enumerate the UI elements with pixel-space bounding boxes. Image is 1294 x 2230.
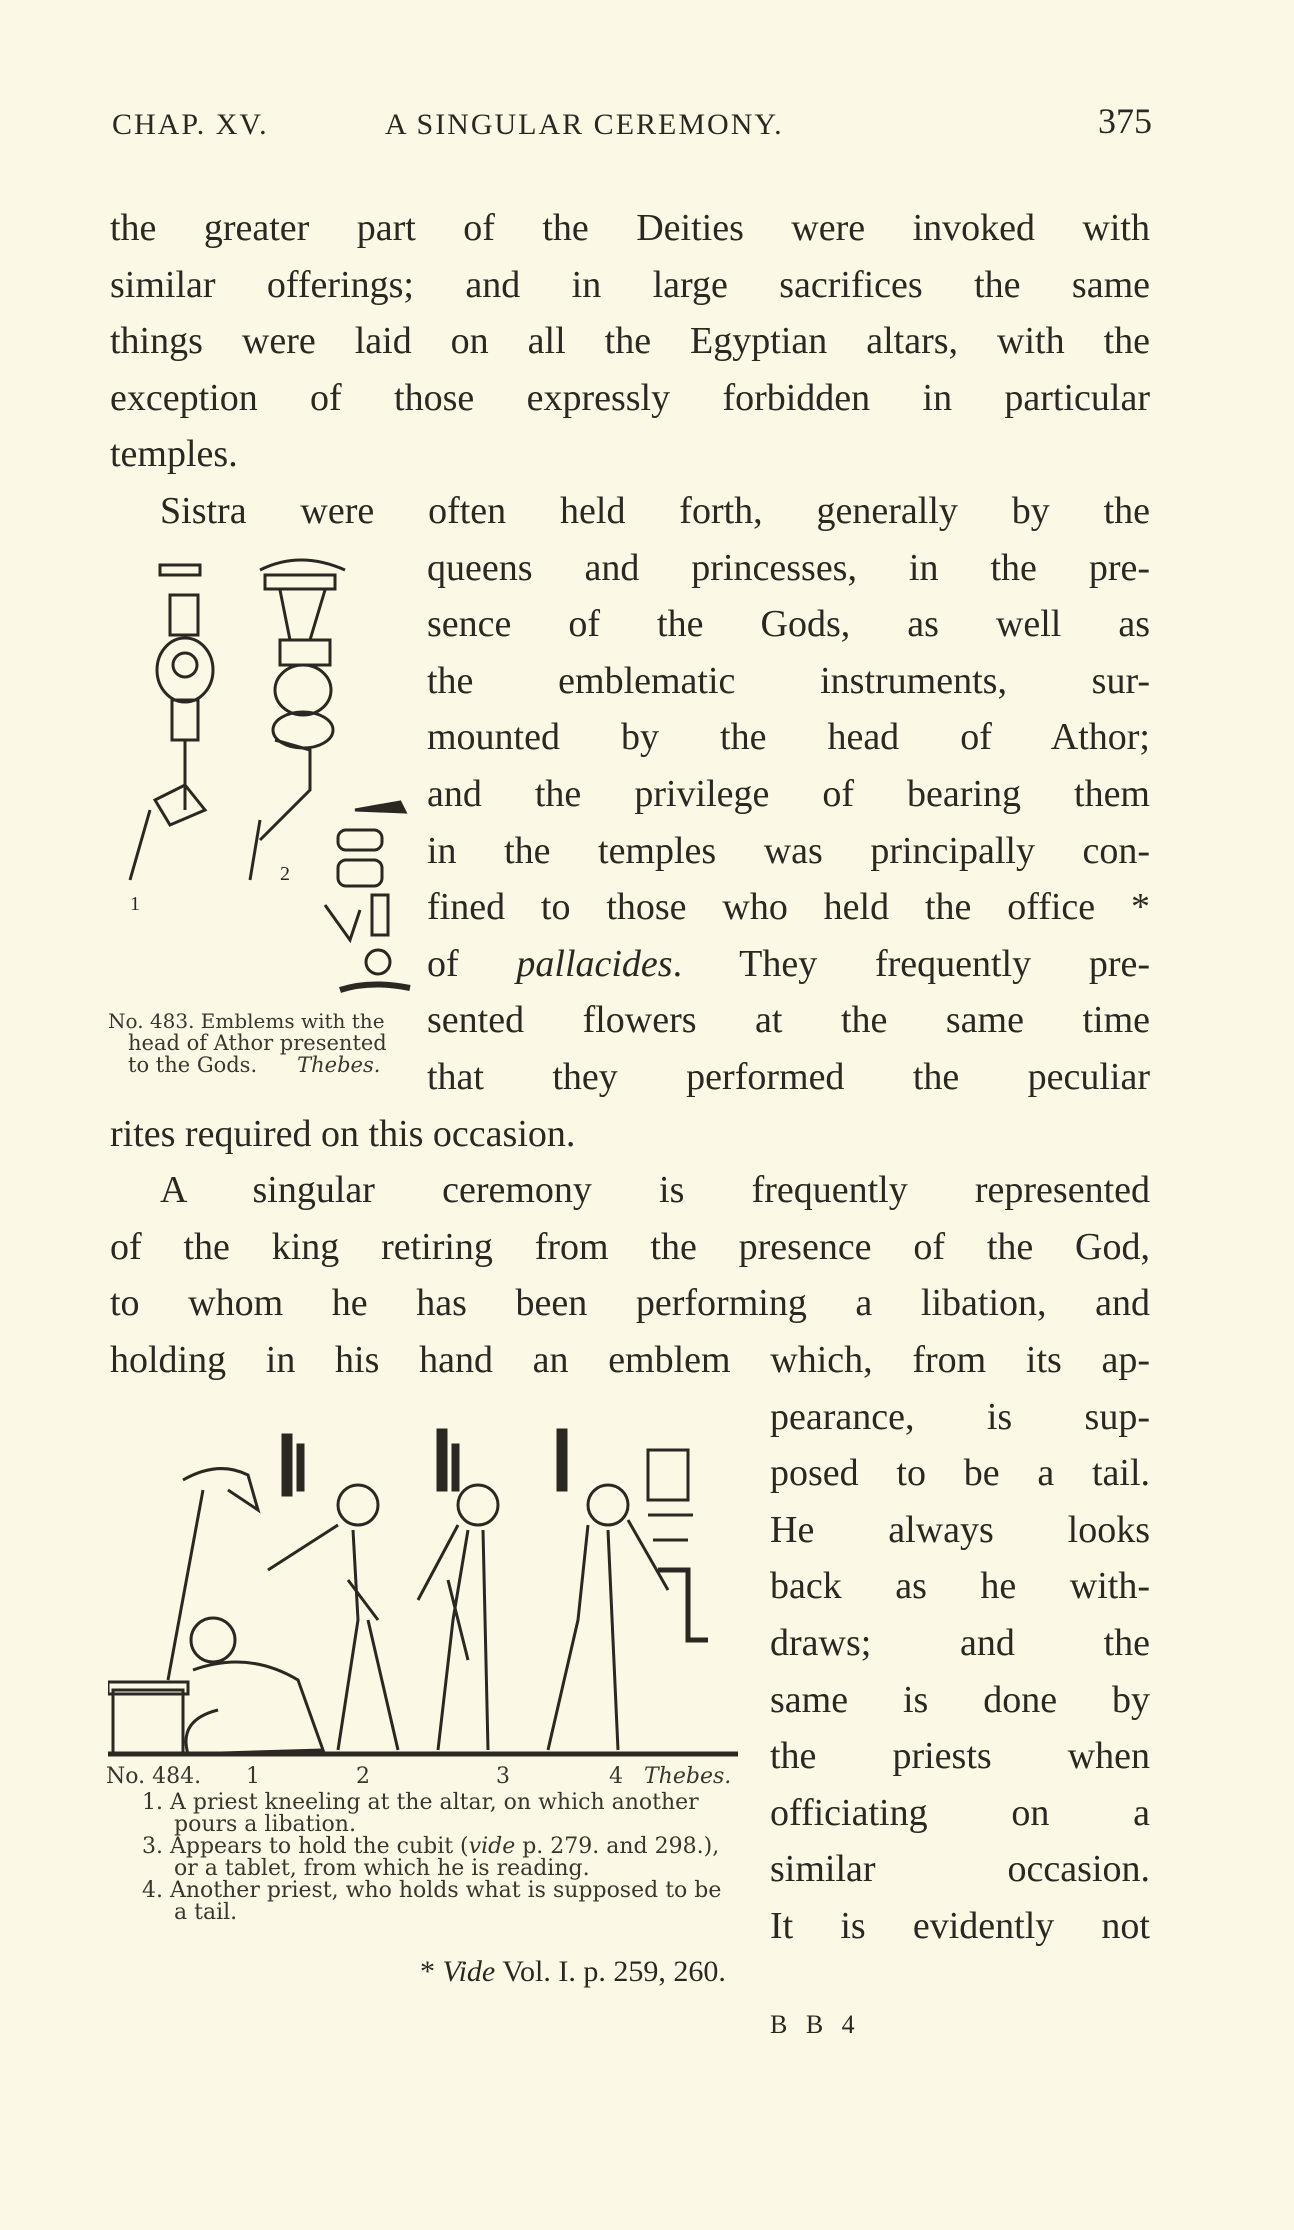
signature-mark: B B 4 <box>770 2010 855 2039</box>
caption-line: head of Athor presented <box>128 1031 387 1055</box>
text-line: mounted by the head of Athor; <box>427 716 1150 759</box>
text-line: to whom he has been performing a libation, and <box>110 1282 1150 1325</box>
text-line: officiating on a <box>770 1791 1150 1834</box>
note-num: 4. <box>142 1878 163 1903</box>
footnote <box>420 1955 726 1989</box>
note-italic: vide <box>468 1834 516 1859</box>
note-4-cont: a tail. <box>174 1900 238 1925</box>
text-line: sented flowers at the same time <box>427 999 1150 1042</box>
text-line: temples. <box>110 433 238 476</box>
page-number: 375 <box>1098 101 1152 141</box>
text-line: the emblematic instruments, sur- <box>427 659 1150 702</box>
text-line: He always looks <box>770 1508 1150 1551</box>
footnote-vide: Vide <box>442 1955 496 1988</box>
figure-484-labels-row <box>106 1766 736 1792</box>
text-line: in the temples was principally con- <box>427 829 1150 872</box>
caption-place: Thebes. <box>297 1053 381 1077</box>
text-line: back as he with- <box>770 1565 1150 1608</box>
running-head-title: A SINGULAR CEREMONY. <box>385 108 784 141</box>
figure-483-emblems <box>110 550 420 1000</box>
text-line: holding in his hand an emblem which, from its ap- <box>110 1339 1150 1381</box>
text-line: and the privilege of bearing them <box>427 773 1150 815</box>
text-line: sence of the Gods, as well as <box>427 603 1150 646</box>
text-line: Sistra were often held forth, generally by the <box>160 490 1150 532</box>
text-line: draws; and the <box>770 1622 1150 1664</box>
text-line: It is evidently not <box>770 1905 1150 1947</box>
note-text: p. 279. and 298.), <box>515 1834 720 1859</box>
figure-number: No. 484. <box>106 1764 202 1789</box>
figure-483-caption <box>108 1010 418 1076</box>
note-3-cont: or a tablet, from which he is reading. <box>174 1856 590 1881</box>
figure-483-label-1: 1 <box>130 893 140 915</box>
text-line: similar offerings; and in large sacrifices the same <box>110 263 1150 306</box>
footnote-text: Vol. I. p. 259, 260. <box>502 1955 726 1988</box>
text-line: fined to those who held the office * <box>427 886 1150 929</box>
text-line: same is done by <box>770 1678 1150 1721</box>
text-line: rites required on this occasion. <box>110 1112 576 1155</box>
figure-484-caption <box>106 1766 736 1924</box>
text-line: exception of those expressly forbidden in particular <box>110 376 1150 419</box>
note-3 <box>106 1836 736 1858</box>
running-head-chapter: CHAP. XV. <box>112 108 269 141</box>
figure-484-priests <box>108 1420 738 1760</box>
caption-line: No. 483. Emblems with the <box>108 1009 385 1033</box>
caption-text: to the Gods. <box>128 1053 258 1077</box>
note-text: A priest kneeling at the altar, on which another <box>170 1790 699 1815</box>
note-1 <box>106 1792 736 1814</box>
note-text: Another priest, who holds what is supposed to be <box>170 1878 722 1903</box>
text-line: A singular ceremony is frequently represented <box>160 1169 1150 1212</box>
figure-label: 2 <box>356 1764 370 1789</box>
figure-483-label-2: 2 <box>280 863 290 885</box>
text-line: the priests when <box>770 1735 1150 1778</box>
figure-label: 1 <box>246 1764 260 1789</box>
figure-label: 3 <box>496 1764 510 1789</box>
note-text: Appears to hold the cubit ( <box>170 1834 469 1859</box>
text-line: things were laid on all the Egyptian altars, with the <box>110 320 1150 363</box>
text-line: of pallacides. They frequently pre- <box>427 942 1150 985</box>
text-line: pearance, is sup- <box>770 1395 1150 1438</box>
note-4 <box>106 1880 736 1902</box>
text-line: of the king retiring from the presence of the God, <box>110 1225 1150 1268</box>
caption-line <box>108 1054 418 1076</box>
text-line: queens and princesses, in the pre- <box>427 546 1150 589</box>
note-num: 3. <box>142 1834 163 1859</box>
figure-label: 4 <box>609 1764 623 1789</box>
figure-place: Thebes. <box>644 1764 732 1789</box>
text-line: the greater part of the Deities were invoked with <box>110 207 1150 249</box>
text-line: that they performed the peculiar <box>427 1056 1150 1098</box>
note-1-cont: pours a libation. <box>174 1812 356 1837</box>
text-line: similar occasion. <box>770 1848 1150 1891</box>
footnote-mark: * <box>420 1955 435 1988</box>
note-num: 1. <box>142 1790 163 1815</box>
text-line: posed to be a tail. <box>770 1452 1150 1495</box>
italic-word: pallacides <box>516 942 673 985</box>
